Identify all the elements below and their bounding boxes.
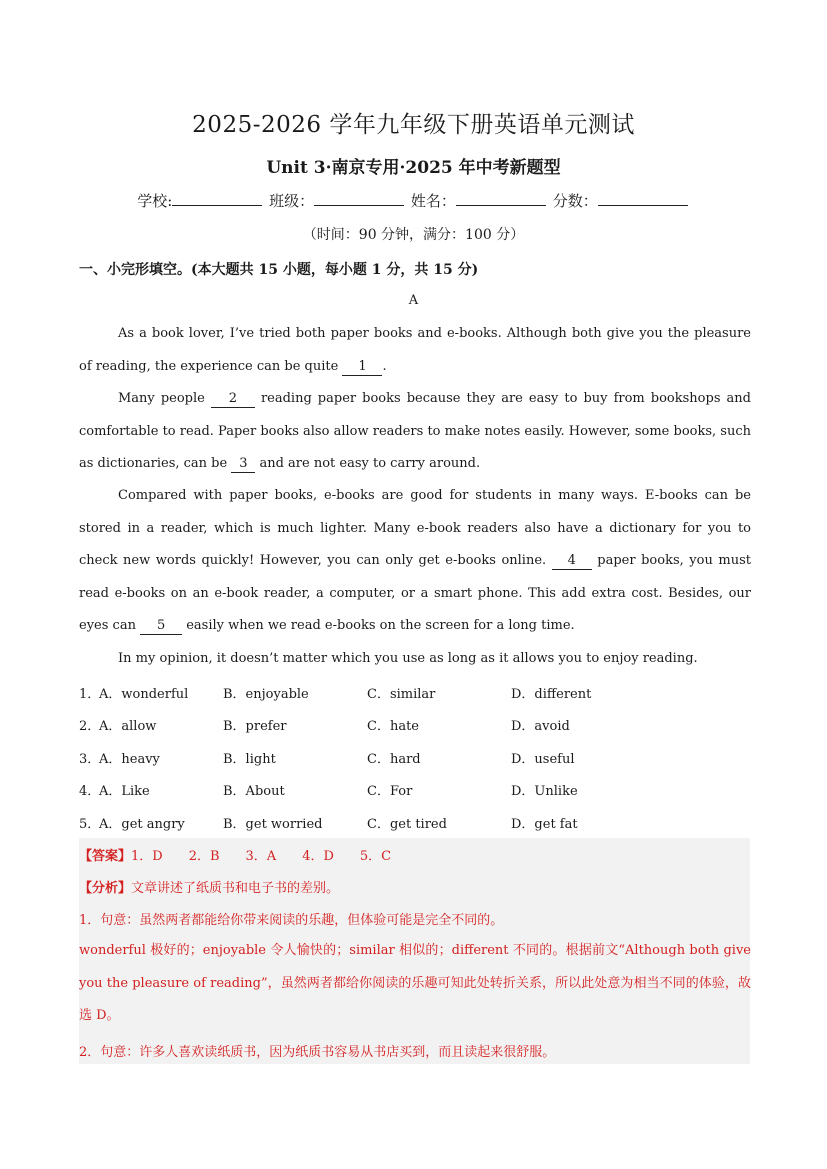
passage-paragraph-3: Compared with paper books, e-books are good for students in many ways. E-books can be stored in a reader, which is much lighter. Many e-book readers also have a dictionary for you to check new words quickly! However, you can only get e-books online. 4 paper books, you must read e-books on an e-book reader, a computer, or a smart phone. This add extra cost. Besides, our eyes can 5 easily when we read e-books on the screen for a long time. <box>79 488 751 633</box>
option-c[interactable]: C．get tired <box>367 817 447 832</box>
class-label: 班级： <box>269 192 315 210</box>
q2-meaning: 2．句意：许多人喜欢读纸质书，因为纸质书容易从书店买到，而且读起来很舒服。 <box>79 1045 556 1060</box>
option-a[interactable]: A．get angry <box>99 817 185 832</box>
analysis-label: 【分析】 <box>79 881 132 896</box>
blank-4: 4 <box>552 553 592 570</box>
option-d[interactable]: D．Unlike <box>511 784 578 799</box>
school-blank[interactable] <box>172 191 262 206</box>
blank-5: 5 <box>140 618 182 635</box>
passage-label: A <box>408 293 419 308</box>
passage-paragraph-1: As a book lover, I’ve tried both paper books and e-books. Although both give you the pleasure of reading, the experience can be quite 1 . <box>79 326 751 374</box>
school-label: 学校: <box>137 192 173 210</box>
blank-1: 1 <box>342 359 382 376</box>
option-c[interactable]: C．hate <box>367 719 419 734</box>
student-info-line <box>0 190 827 211</box>
option-a[interactable]: A．wonderful <box>99 687 189 702</box>
name-blank[interactable] <box>456 191 546 206</box>
section-heading: 一、小完形填空。(本大题共 15 小题，每小题 1 分，共 15 分) <box>79 262 479 278</box>
question-number: 5． <box>79 817 101 832</box>
option-c[interactable]: C．similar <box>367 687 436 702</box>
answer-text: 1．D 2．B 3．A 4．D 5．C <box>131 849 392 864</box>
passage-paragraph-2: Many people 2 reading paper books because they are easy to buy from bookshops and comfortable to read. Paper books also allow readers to make notes easily. However, some books, such as dictionaries, can be 3 and are not easy to carry around. <box>79 391 751 471</box>
option-b[interactable]: B．About <box>223 784 285 799</box>
analysis-text: 文章讲述了纸质书和电子书的差别。 <box>131 881 340 896</box>
option-d[interactable]: D．avoid <box>511 719 570 734</box>
q1-meaning: 1．句意：虽然两者都能给你带来阅读的乐趣，但体验可能是完全不同的。 <box>79 913 504 928</box>
option-a[interactable]: A．Like <box>99 784 150 799</box>
passage-paragraph-4: In my opinion, it doesn’t matter which you use as long as it allows you to enjoy reading. <box>118 651 698 666</box>
answer-line <box>79 845 751 864</box>
exam-subtitle: Unit 3·南京专用·2025 年中考新题型 <box>266 158 561 178</box>
option-b[interactable]: B．get worried <box>223 817 323 832</box>
answer-label: 【答案】 <box>79 849 132 864</box>
option-b[interactable]: B．light <box>223 752 276 767</box>
option-d[interactable]: D．get fat <box>511 817 578 832</box>
question-number: 3． <box>79 752 101 767</box>
option-b[interactable]: B．enjoyable <box>223 687 309 702</box>
blank-2: 2 <box>211 391 255 408</box>
time-note: （时间：90 分钟，满分：100 分） <box>302 227 525 243</box>
question-number: 2． <box>79 719 101 734</box>
analysis-line <box>79 877 751 896</box>
option-c[interactable]: C．hard <box>367 752 421 767</box>
option-c[interactable]: C．For <box>367 784 413 799</box>
class-blank[interactable] <box>314 191 404 206</box>
score-label: 分数： <box>552 192 598 210</box>
exam-title: 2025-2026 学年九年级下册英语单元测试 <box>192 112 635 138</box>
option-d[interactable]: D．different <box>511 687 592 702</box>
option-d[interactable]: D．useful <box>511 752 575 767</box>
q1-explanation: wonderful 极好的；enjoyable 令人愉快的；similar 相似的；different 不同的。根据前文“Although both give you the pleasure of reading”，虽然两者都给你阅读的乐趣可知此处转折关系，所以此处意为相当不同的体验，故选 D。 <box>79 943 751 1023</box>
blank-3: 3 <box>231 456 255 473</box>
question-number: 4． <box>79 784 101 799</box>
question-number: 1． <box>79 687 101 702</box>
option-a[interactable]: A．heavy <box>99 752 160 767</box>
score-blank[interactable] <box>598 191 688 206</box>
name-label: 姓名： <box>410 192 456 210</box>
option-a[interactable]: A．allow <box>99 719 157 734</box>
option-b[interactable]: B．prefer <box>223 719 287 734</box>
